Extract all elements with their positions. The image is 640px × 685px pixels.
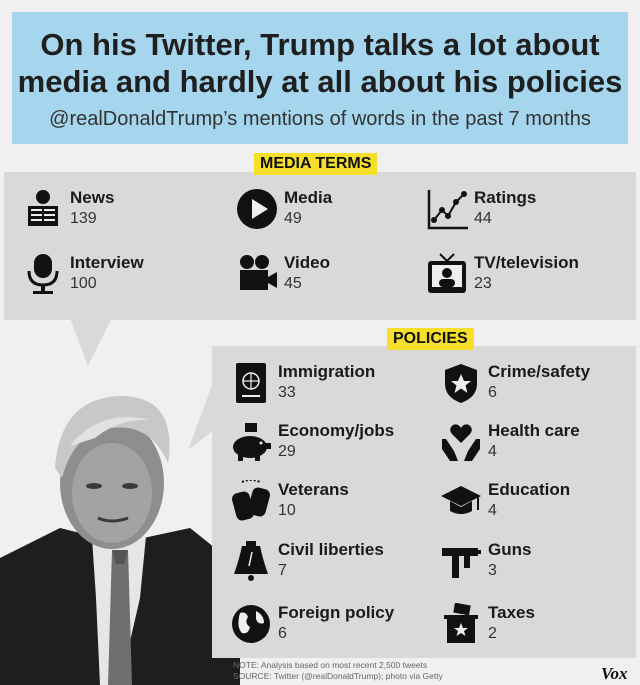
- dog-tags-icon: [230, 480, 272, 522]
- title-line-2: media and hardly at all about his policies: [17, 64, 623, 99]
- hands-heart-icon: [440, 421, 482, 463]
- item-name: Crime/safety: [488, 362, 591, 381]
- item-name: Media: [284, 188, 333, 207]
- footnote: [233, 660, 443, 682]
- note-text: NOTE: Analysis based on most recent 2,500 tweets: [233, 660, 428, 670]
- chart-subtitle: @realDonaldTrump’s mentions of words in the past 7 months: [49, 108, 591, 130]
- item-name: Economy/jobs: [278, 421, 395, 440]
- item-value: 33: [278, 384, 296, 401]
- item-value: 29: [278, 443, 296, 460]
- item-name: Foreign policy: [278, 603, 395, 622]
- item-value: 4: [488, 502, 497, 519]
- television-icon: [426, 253, 468, 295]
- policies-panel: [212, 346, 636, 658]
- item-value: 45: [284, 275, 302, 292]
- item-value: 2: [488, 625, 497, 642]
- police-badge-icon: [440, 362, 482, 404]
- item-name: Taxes: [488, 603, 535, 622]
- item-name: Health care: [488, 421, 580, 440]
- liberty-bell-icon: [230, 540, 272, 582]
- piggy-bank-icon: [230, 421, 272, 463]
- item-name: News: [70, 188, 115, 207]
- trump-photo: [0, 368, 240, 685]
- vox-logo: Vox: [601, 664, 628, 683]
- item-value: 49: [284, 210, 302, 227]
- header-banner: [12, 12, 628, 144]
- microphone-icon: [22, 253, 64, 295]
- policies-label: POLICIES: [387, 328, 474, 350]
- item-value: 139: [70, 210, 97, 227]
- chart-title: [12, 26, 628, 100]
- item-name: Guns: [488, 540, 532, 559]
- item-value: 4: [488, 443, 497, 460]
- media-bubble-tail: [70, 318, 112, 366]
- graduation-cap-icon: [440, 480, 482, 522]
- media-terms-label: MEDIA TERMS: [254, 153, 377, 175]
- newspaper-reader-icon: [22, 188, 64, 230]
- item-name: Immigration: [278, 362, 376, 381]
- line-chart-icon: [426, 188, 468, 230]
- video-camera-icon: [236, 253, 278, 295]
- item-value: 6: [488, 384, 497, 401]
- item-name: Interview: [70, 253, 144, 272]
- play-button-icon: [236, 188, 278, 230]
- title-line-1: On his Twitter, Trump talks a lot about: [40, 27, 600, 62]
- item-value: 10: [278, 502, 296, 519]
- item-value: 3: [488, 562, 497, 579]
- item-name: Veterans: [278, 480, 349, 499]
- source-text: SOURCE: Twitter (@realDonaldTrump); photo via Getty: [233, 671, 443, 681]
- item-value: 100: [70, 275, 97, 292]
- item-name: TV/television: [474, 253, 579, 272]
- item-name: Education: [488, 480, 571, 499]
- globe-icon: [230, 603, 272, 645]
- passport-icon: [230, 362, 272, 404]
- item-name: Ratings: [474, 188, 537, 207]
- item-name: Civil liberties: [278, 540, 384, 559]
- item-value: 6: [278, 625, 287, 642]
- item-name: Video: [284, 253, 330, 272]
- tax-box-icon: [440, 603, 482, 645]
- item-value: 44: [474, 210, 492, 227]
- gun-icon: [440, 540, 482, 582]
- item-value: 23: [474, 275, 492, 292]
- item-value: 7: [278, 562, 287, 579]
